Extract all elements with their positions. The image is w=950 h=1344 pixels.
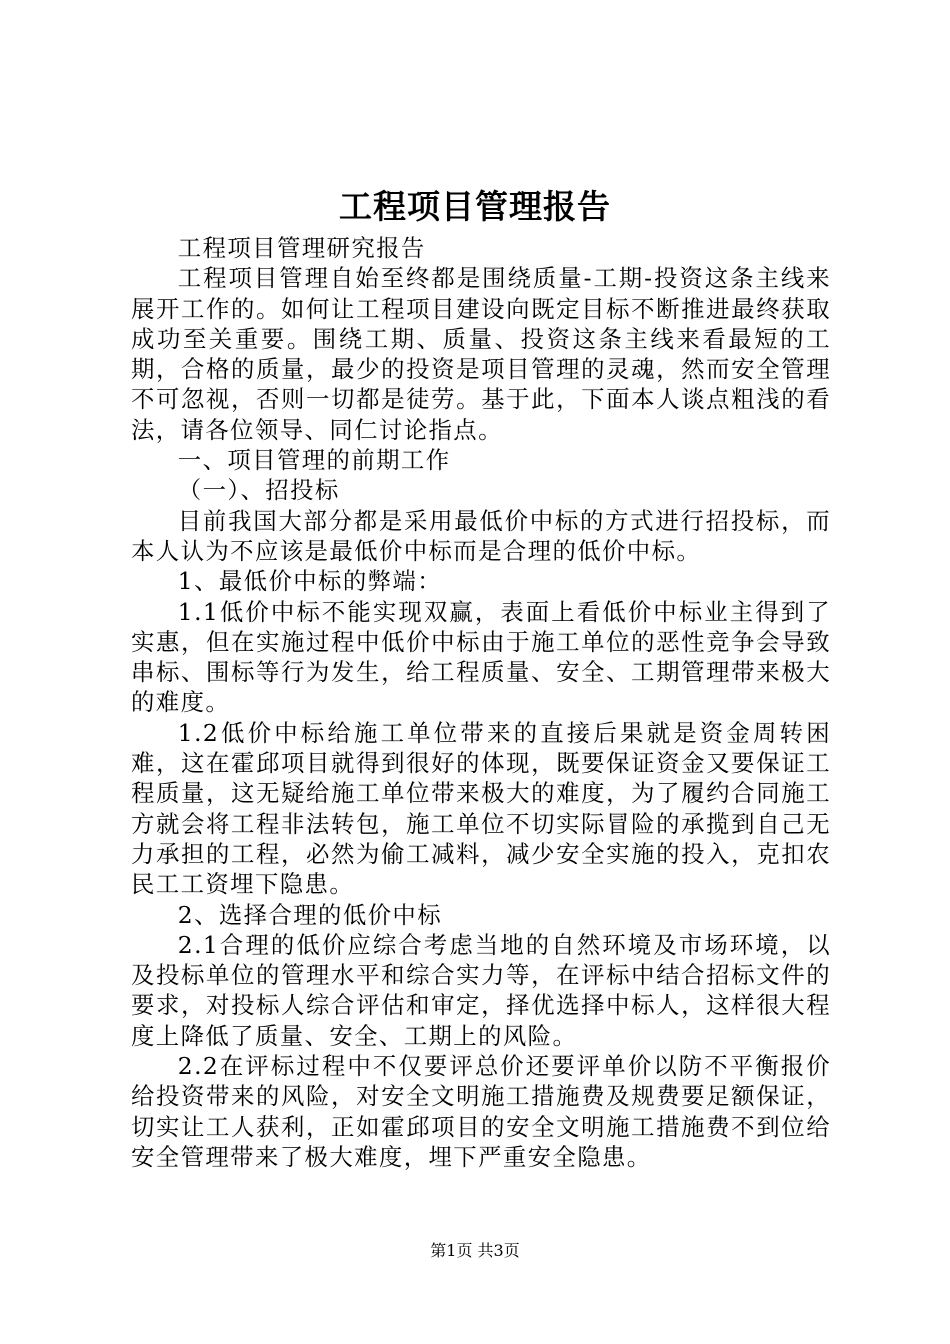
section-heading: 一、项目管理的前期工作 [177, 446, 451, 475]
paragraph: 1.1低价中标不能实现双赢，表面上看低价中标业主得到了实惠，但在实施过程中低价中标由于施工单位的恶性竞争会导致串标、围标等行为发生，给工程质量、安全、工期管理带来极大的难度。 [131, 597, 831, 717]
paragraph-intro: 工程项目管理自始至终都是围绕质量-工期-投资这条主线来展开工作的。如何让工程项目建设向既定目标不断推进最终获取成功至关重要。围绕工期、质量、投资这条主线来看最短的工期，合格的质量，最少的投资是项目管理的灵魂，然而安全管理不可忽视，否则一切都是徒劳。基于此，下面本人谈点粗浅的看法，请各位领导、同仁讨论指点。 [131, 264, 831, 444]
paragraph: 1.2低价中标给施工单位带来的直接后果就是资金周转困难，这在霍邱项目就得到很好的体现，既要保证资金又要保证工程质量，这无疑给施工单位带来极大的难度，为了履约合同施工方就会将工程非法转包，施工单位不切实际冒险的承揽到自己无力承担的工程，必然为偷工减料，减少安全实施的投入，克扣农民工工资埋下隐患。 [131, 718, 831, 899]
paragraph: 目前我国大部分都是采用最低价中标的方式进行招投标，而本人认为不应该是最低价中标而是合理的低价中标。 [131, 506, 831, 565]
subsection-heading: （一）、招投标 [177, 476, 340, 505]
document-body [131, 233, 831, 1172]
list-heading: 2、选择合理的低价中标 [177, 900, 442, 929]
paragraph: 2.1合理的低价应综合考虑当地的自然环境及市场环境，以及投标单位的管理水平和综合实力等，在评标中结合招标文件的要求，对投标人综合评估和审定，择优选择中标人，这样很大程度上降低了质量、安全、工期上的风险。 [131, 930, 831, 1050]
page-number-footer: 第1页 共3页 [430, 1241, 520, 1260]
paragraph-subtitle: 工程项目管理研究报告 [177, 234, 426, 262]
paragraph: 2.2在评标过程中不仅要评总价还要评单价以防不平衡报价给投资带来的风险，对安全文明施工措施费及规费要足额保证，切实让工人获利，正如霍邱项目的安全文明施工措施费不到位给安全管理带来了极大难度，埋下严重安全隐患。 [131, 1052, 831, 1171]
document-title: 工程项目管理报告 [339, 187, 611, 226]
list-heading: 1、最低价中标的弊端： [177, 567, 442, 596]
